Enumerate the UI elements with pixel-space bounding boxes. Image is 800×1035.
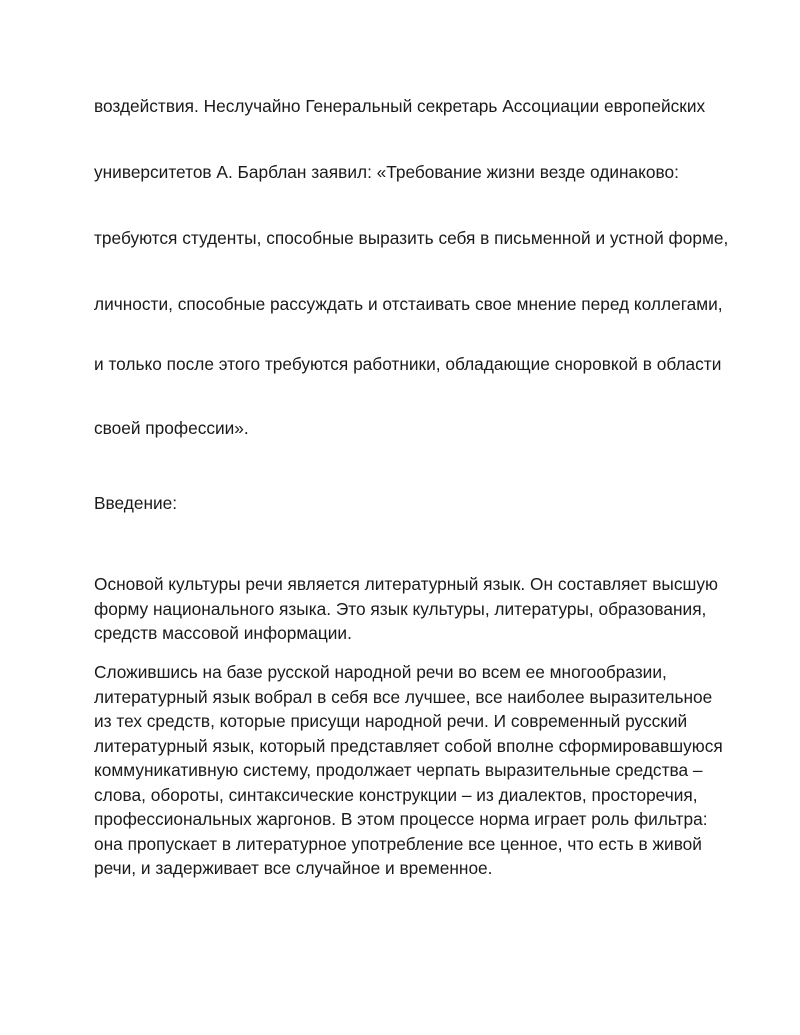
section-heading: Введение: (94, 493, 178, 513)
paragraph-line: средств массовой информации. (94, 623, 352, 643)
paragraph-line: Сложившись на базе русской народной речи во всем ее многообразии, (94, 662, 667, 682)
paragraph-line: из тех средств, которые присущи народной речи. И современный русский (94, 711, 688, 731)
paragraph-line: речи, и задерживает все случайное и временное. (94, 858, 493, 878)
paragraph-line: литературный язык, который представляет собой вполне сформировавшуюся (94, 735, 723, 756)
quote-line: университетов А. Барблан заявил: «Требование жизни везде одинаково: (94, 162, 679, 182)
paragraph-line: коммуникативную систему, продолжает черпать выразительные средства – (94, 760, 703, 780)
quote-line: своей профессии». (94, 418, 249, 438)
paragraph-line: профессиональных жаргонов. В этом процессе норма играет роль фильтра: (94, 809, 708, 829)
paragraph-line: Основой культуры речи является литературный язык. Он составляет высшую (94, 574, 718, 594)
paragraph-line: слова, обороты, синтаксические конструкции – из диалектов, просторечия, (94, 784, 698, 805)
quote-line: воздействия. Неслучайно Генеральный секретарь Ассоциации европейских (94, 96, 706, 116)
quote-line: требуются студенты, способные выразить себя в письменной и устной форме, (94, 228, 729, 248)
paragraph-line: она пропускает в литературное употребление все ценное, что есть в живой (94, 833, 702, 854)
quote-line: и только после этого требуются работники, обладающие сноровкой в области (94, 354, 722, 374)
paragraph-line: литературный язык вобрал в себя все лучшее, все наиболее выразительное (94, 686, 713, 707)
quote-line: личности, способные рассуждать и отстаивать свое мнение перед коллегами, (94, 294, 723, 314)
paragraph-line: форму национального языка. Это язык культуры, литературы, образования, (94, 598, 707, 619)
paragraph-1 (94, 572, 734, 646)
paragraph-2 (94, 660, 734, 881)
